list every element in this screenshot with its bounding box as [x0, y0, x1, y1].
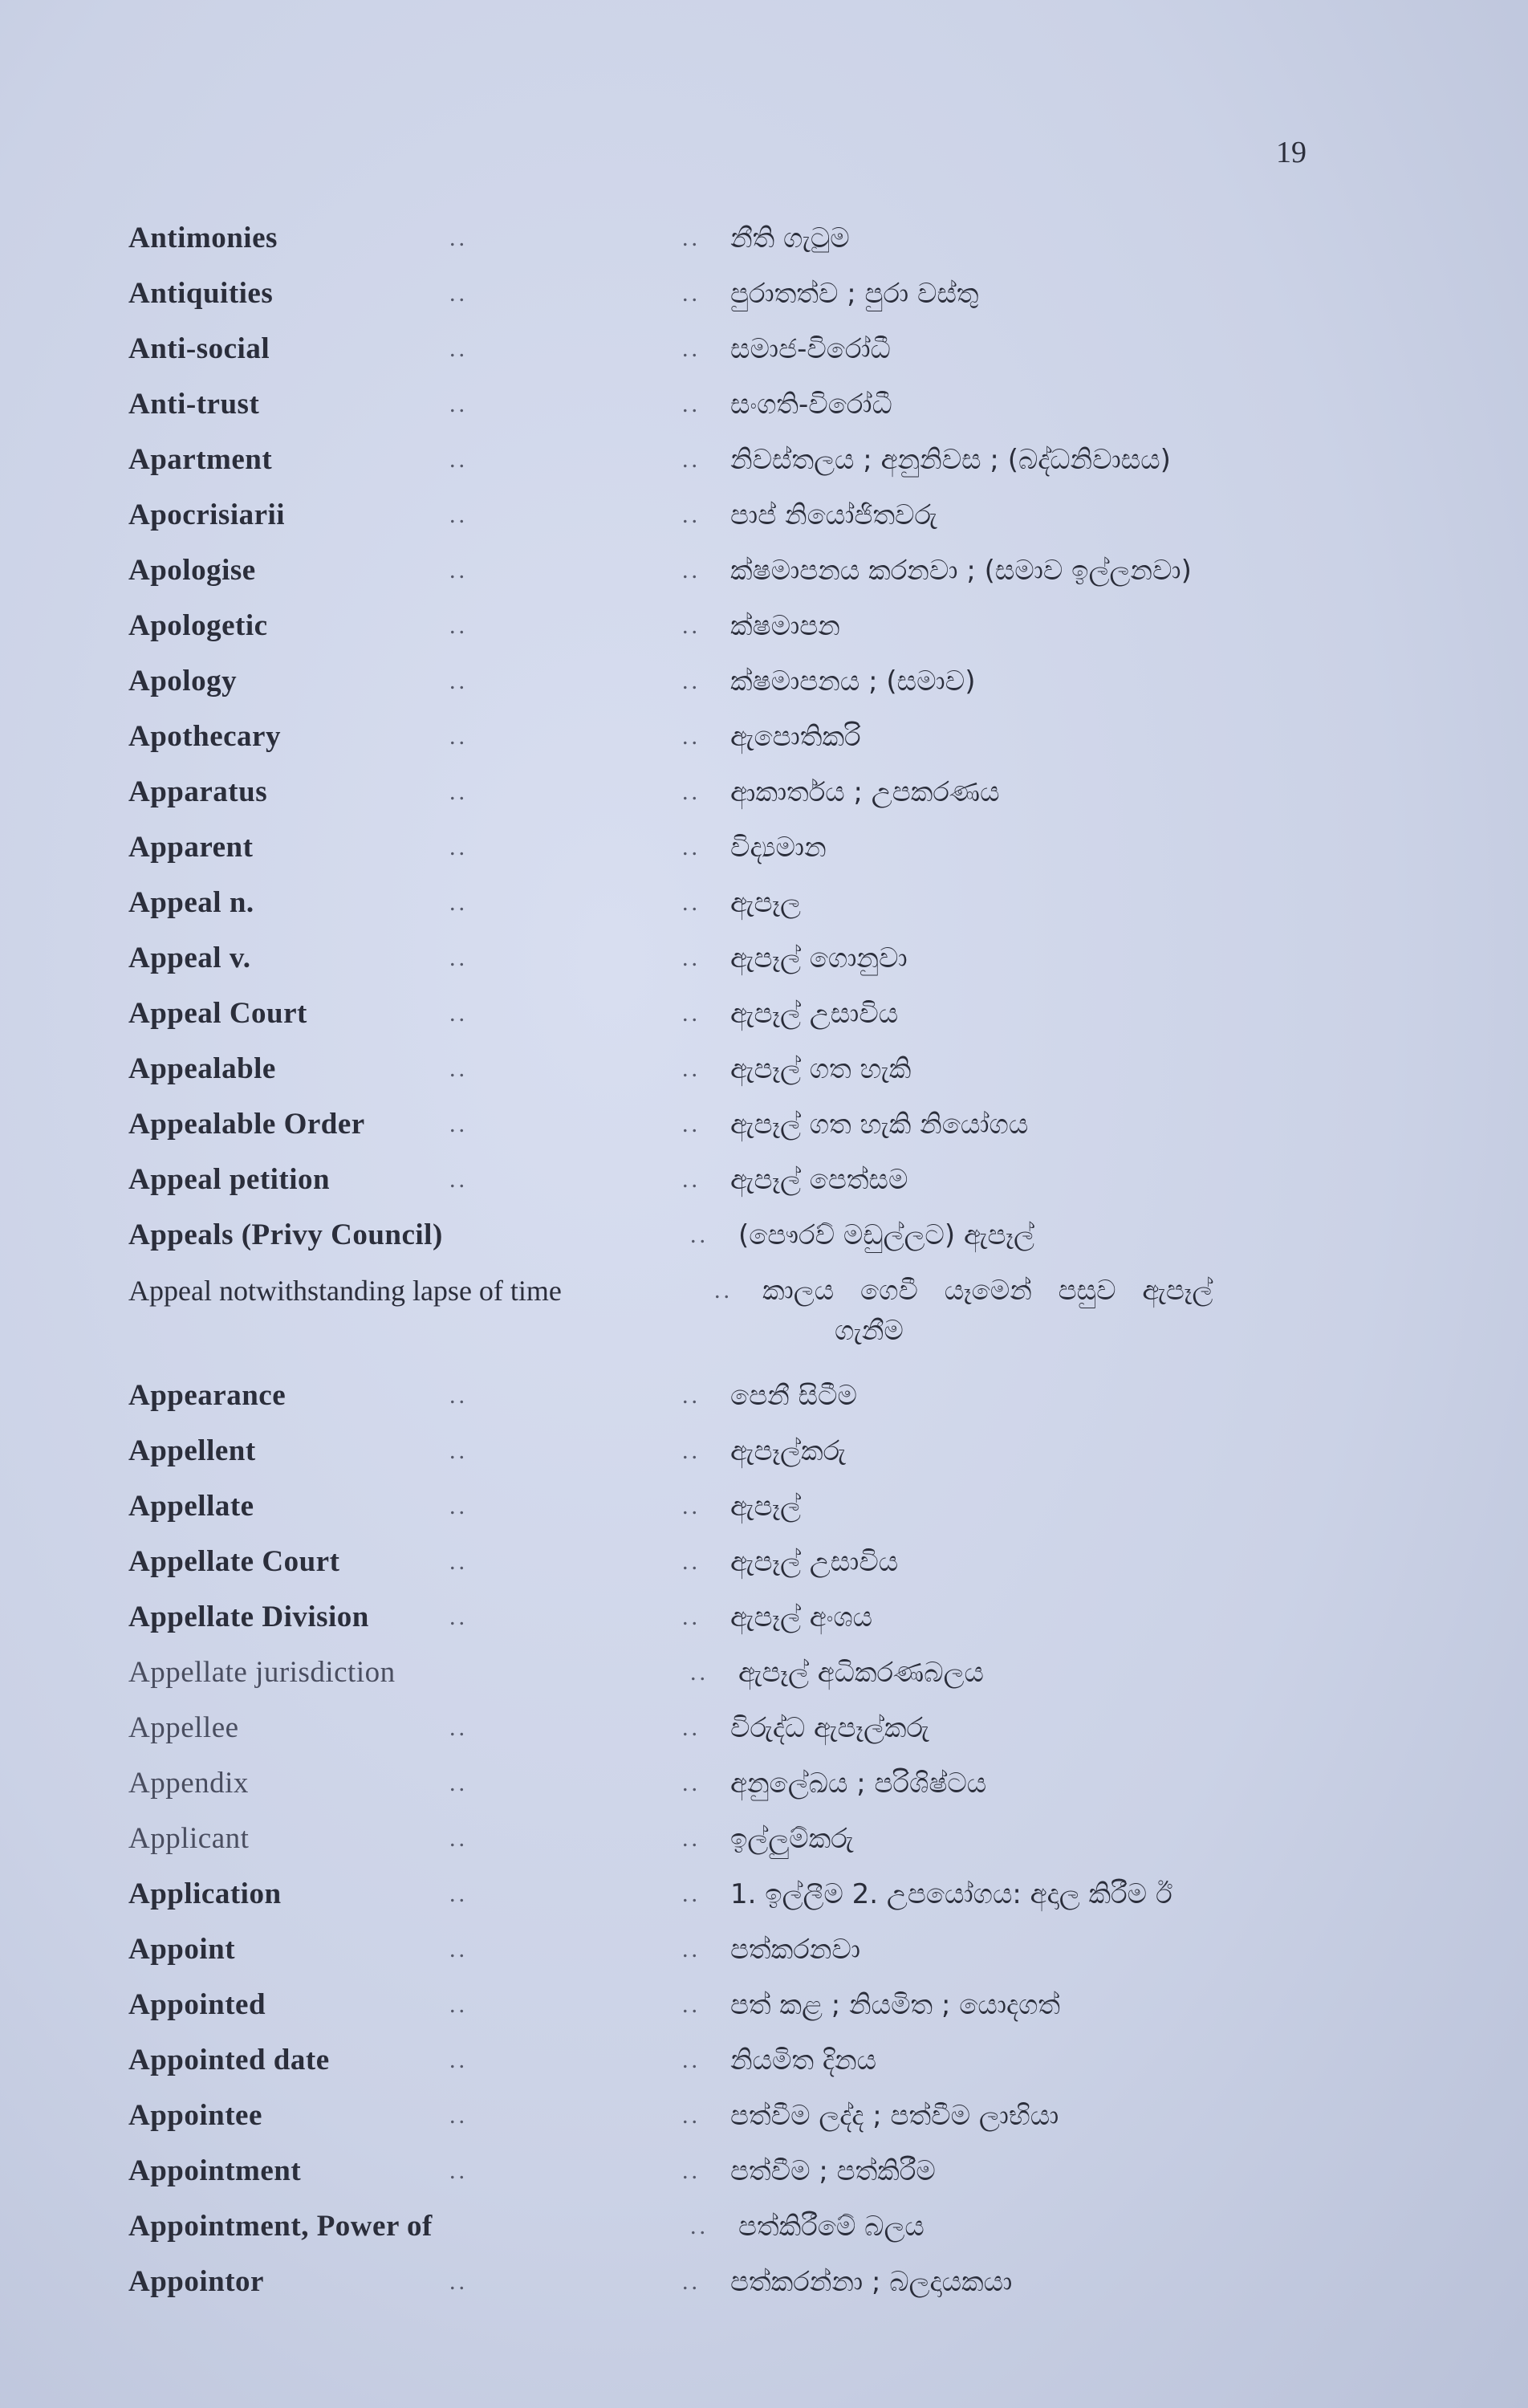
- entry-term: Appellate Division: [128, 1601, 369, 1633]
- entry-meaning-continuation: ගැනීම: [835, 1315, 904, 1347]
- leader-dots: ..: [449, 557, 468, 584]
- leader-dots: ..: [690, 1222, 709, 1248]
- leader-dots: ..: [682, 612, 701, 639]
- entry-meaning: ඇපෑල්කරු: [730, 1435, 846, 1467]
- leader-dots: ..: [449, 889, 468, 916]
- entry-meaning: ඇපෑල් උසාවිය: [730, 998, 899, 1030]
- glossary-entry: [128, 661, 1380, 717]
- leader-dots: ..: [682, 2047, 701, 2073]
- entry-meaning: ඇපෑල්: [730, 1491, 801, 1523]
- entry-meaning: පෙනී සිටීම: [730, 1380, 857, 1412]
- leader-dots: ..: [449, 1166, 468, 1193]
- leader-dots: ..: [682, 1493, 701, 1519]
- entry-meaning: පත්වීම ලද්ද ; පත්වීම ලාභියා: [730, 2100, 1059, 2132]
- entry-term: Appendix: [128, 1767, 249, 1800]
- entry-meaning: පත්කිරීමේ බලය: [738, 2211, 925, 2243]
- glossary-entry: [128, 2040, 1380, 2096]
- entry-meaning: ක්ෂමාපනය ; (සමාව): [730, 665, 976, 698]
- entry-term: Appointed date: [128, 2044, 330, 2076]
- leader-dots: ..: [682, 723, 701, 750]
- glossary-entry: [128, 384, 1380, 440]
- entry-term: Appointed: [128, 1988, 266, 2021]
- entry-meaning: [762, 1271, 1340, 1351]
- leader-dots: ..: [449, 1770, 468, 1796]
- leader-dots: ..: [682, 668, 701, 694]
- entry-term: Antimonies: [128, 222, 278, 254]
- leader-dots: ..: [682, 1825, 701, 1852]
- glossary-entries: [128, 218, 1380, 2317]
- leader-dots: ..: [682, 834, 701, 860]
- leader-dots: ..: [449, 1936, 468, 1963]
- entry-meaning: ක්ෂමාපනය කරනවා ; (සමාව ඉල්ලනවා): [730, 555, 1192, 587]
- leader-dots: ..: [449, 280, 468, 307]
- entry-meaning: නිවස්තලය ; අනුනිවස ; (බද්ධනිවාසය): [730, 444, 1171, 476]
- glossary-entry: [128, 606, 1380, 661]
- entry-term: Apartment: [128, 443, 273, 476]
- entry-term: Appellate Court: [128, 1545, 340, 1578]
- leader-dots: ..: [682, 1936, 701, 1963]
- entry-meaning: ඇපෑල් ගත හැකි: [730, 1053, 912, 1085]
- entry-term: Appellate jurisdiction: [128, 1656, 396, 1689]
- entry-term: Apothecary: [128, 720, 281, 753]
- entry-meaning: ඇපෑල් අධිකරණබලය: [738, 1657, 984, 1689]
- leader-dots: ..: [449, 1714, 468, 1741]
- leader-dots: ..: [690, 2213, 709, 2239]
- glossary-entry: [128, 1487, 1380, 1542]
- entry-meaning: ඇපෑල: [730, 887, 801, 919]
- entry-meaning: ඇපෑල් උසාවිය: [730, 1546, 899, 1578]
- entry-term: Appeal v.: [128, 942, 251, 974]
- leader-dots: ..: [449, 1991, 468, 2018]
- entry-term: Applicant: [128, 1822, 250, 1855]
- glossary-entry: [128, 717, 1380, 772]
- entry-term: Appellee: [128, 1711, 239, 1744]
- leader-dots: ..: [449, 779, 468, 805]
- leader-dots: ..: [449, 945, 468, 971]
- entry-meaning: ඇපෑල් ගොනුවා: [730, 942, 908, 974]
- entry-term: Anti-trust: [128, 388, 260, 421]
- leader-dots: ..: [682, 1770, 701, 1796]
- glossary-entry: [128, 2096, 1380, 2151]
- leader-dots: ..: [682, 1881, 701, 1907]
- glossary-entry: [128, 883, 1380, 938]
- glossary-entry: [128, 1215, 1380, 1271]
- leader-dots: ..: [449, 1438, 468, 1464]
- entry-meaning: විද්‍යමාන: [730, 832, 827, 864]
- glossary-entry: [128, 1376, 1380, 1431]
- glossary-entry: [128, 1271, 1380, 1376]
- leader-dots: ..: [682, 1056, 701, 1082]
- glossary-entry: [128, 1049, 1380, 1104]
- leader-dots: ..: [449, 1825, 468, 1852]
- entry-term: Appellate: [128, 1490, 254, 1523]
- entry-term: Apparent: [128, 831, 254, 864]
- entry-term: Appeal Court: [128, 997, 307, 1030]
- glossary-entry: [128, 1431, 1380, 1487]
- entry-meaning: නියමිත දිනය: [730, 2044, 877, 2076]
- glossary-entry: [128, 1542, 1380, 1597]
- leader-dots: ..: [682, 945, 701, 971]
- glossary-entry: [128, 1708, 1380, 1763]
- entry-term: Appointment: [128, 2154, 302, 2187]
- entry-term: Apparatus: [128, 775, 268, 808]
- leader-dots: ..: [449, 834, 468, 860]
- leader-dots: ..: [449, 225, 468, 251]
- leader-dots: ..: [682, 1111, 701, 1137]
- leader-dots: ..: [449, 1111, 468, 1137]
- entry-term: Apologise: [128, 554, 256, 587]
- glossary-entry: [128, 1160, 1380, 1215]
- entry-term: Appoint: [128, 1933, 236, 1966]
- entry-term: Appearance: [128, 1379, 286, 1412]
- glossary-entry: [128, 772, 1380, 828]
- leader-dots: ..: [449, 1000, 468, 1027]
- glossary-entry: [128, 1653, 1380, 1708]
- entry-meaning: නීති ගැටුම: [730, 222, 850, 254]
- leader-dots: ..: [682, 446, 701, 473]
- glossary-entry: [128, 828, 1380, 883]
- leader-dots: ..: [682, 1166, 701, 1193]
- leader-dots: ..: [682, 2268, 701, 2295]
- leader-dots: ..: [449, 612, 468, 639]
- entry-term: Appeal n.: [128, 886, 254, 919]
- leader-dots: ..: [682, 1438, 701, 1464]
- entry-meaning: ආකාර්තය ; උපකරණය: [730, 776, 1000, 808]
- glossary-entry: [128, 440, 1380, 495]
- glossary-entry: [128, 1874, 1380, 1930]
- leader-dots: ..: [449, 446, 468, 473]
- leader-dots: ..: [449, 391, 468, 417]
- leader-dots: ..: [449, 723, 468, 750]
- leader-dots: ..: [449, 1548, 468, 1575]
- entry-term: Appealable Order: [128, 1108, 365, 1141]
- entry-meaning: පත්කරනවා: [730, 1934, 861, 1966]
- entry-meaning: පත් කළ ; නියමිත ; යොදගත්: [730, 1989, 1061, 2021]
- leader-dots: ..: [682, 1714, 701, 1741]
- entry-meaning: ඇපෑල් පෙත්සම: [730, 1164, 908, 1196]
- entry-meaning: අනුලේඛය ; පරිශිෂ්ටය: [730, 1767, 987, 1800]
- entry-term: Apocrisiarii: [128, 498, 286, 531]
- entry-meaning: පත්වීම ; පත්කිරීම: [730, 2155, 936, 2187]
- entry-term: Appointor: [128, 2265, 264, 2298]
- page-number: 19: [1276, 136, 1307, 169]
- leader-dots: ..: [449, 2102, 468, 2129]
- entry-meaning: සමාජ-විරෝධී: [730, 333, 891, 365]
- leader-dots: ..: [682, 1604, 701, 1630]
- leader-dots: ..: [682, 336, 701, 362]
- entry-term: Appeals (Privy Council): [128, 1218, 443, 1251]
- entry-term: Appointment, Power of: [128, 2210, 433, 2243]
- leader-dots: ..: [714, 1277, 733, 1304]
- entry-term: Appellent: [128, 1434, 256, 1467]
- entry-meaning-line: කාලය ගෙවී යෑමෙන් පසුව ඇපෑල්: [762, 1275, 1213, 1307]
- entry-meaning: ඇපෑල් අංශය: [730, 1601, 873, 1633]
- leader-dots: ..: [449, 336, 468, 362]
- leader-dots: ..: [682, 225, 701, 251]
- leader-dots: ..: [449, 1881, 468, 1907]
- glossary-entry: [128, 1763, 1380, 1819]
- entry-meaning: සංගති-විරෝධී: [730, 388, 892, 421]
- entry-term: Anti-social: [128, 332, 270, 365]
- leader-dots: ..: [449, 1382, 468, 1409]
- entry-meaning: පුරාතත්ව ; පුරා වස්තු: [730, 278, 979, 310]
- entry-term: Apology: [128, 665, 238, 698]
- entry-meaning: ක්ෂමාපන: [730, 610, 840, 642]
- glossary-entry: [128, 495, 1380, 551]
- entry-term: Appeal petition: [128, 1163, 331, 1196]
- leader-dots: ..: [449, 2268, 468, 2295]
- leader-dots: ..: [449, 1056, 468, 1082]
- entry-term: Appointee: [128, 2099, 262, 2132]
- leader-dots: ..: [449, 502, 468, 528]
- entry-meaning: විරුද්ධ ඇපෑල්කරු: [730, 1712, 929, 1744]
- entry-meaning: පාප් නියෝජිතවරු: [730, 499, 937, 531]
- glossary-entry: [128, 329, 1380, 384]
- leader-dots: ..: [682, 1382, 701, 1409]
- glossary-entry: [128, 1985, 1380, 2040]
- entry-term: Antiquities: [128, 277, 274, 310]
- leader-dots: ..: [682, 1548, 701, 1575]
- glossary-entry: [128, 994, 1380, 1049]
- entry-term: Application: [128, 1877, 282, 1910]
- leader-dots: ..: [449, 2047, 468, 2073]
- entry-meaning: පත්කරන්නා ; බලදායකයා: [730, 2266, 1013, 2298]
- leader-dots: ..: [682, 1991, 701, 2018]
- entry-term: Appeal notwithstanding lapse of time: [128, 1275, 562, 1307]
- glossary-entry: [128, 1597, 1380, 1653]
- leader-dots: ..: [682, 502, 701, 528]
- leader-dots: ..: [682, 280, 701, 307]
- leader-dots: ..: [682, 2158, 701, 2184]
- leader-dots: ..: [682, 391, 701, 417]
- entry-meaning: 1. ඉල්ලීම 2. උපයෝගය: අදාල කිරීම ඊ: [730, 1878, 1172, 1910]
- leader-dots: ..: [682, 2102, 701, 2129]
- leader-dots: ..: [449, 2158, 468, 2184]
- entry-term: Appealable: [128, 1052, 276, 1085]
- leader-dots: ..: [690, 1659, 709, 1686]
- glossary-entry: [128, 2207, 1380, 2262]
- glossary-entry: [128, 218, 1380, 274]
- entry-meaning: (පෞරව් මඩුල්ලට) ඇපෑල්: [738, 1219, 1034, 1251]
- glossary-entry: [128, 1104, 1380, 1160]
- leader-dots: ..: [449, 1493, 468, 1519]
- glossary-entry: [128, 2151, 1380, 2207]
- entry-meaning: ඇපොතිකරි: [730, 721, 861, 753]
- glossary-entry: [128, 1819, 1380, 1874]
- glossary-entry: [128, 551, 1380, 606]
- leader-dots: ..: [449, 668, 468, 694]
- leader-dots: ..: [449, 1604, 468, 1630]
- leader-dots: ..: [682, 557, 701, 584]
- leader-dots: ..: [682, 1000, 701, 1027]
- leader-dots: ..: [682, 889, 701, 916]
- glossary-entry: [128, 1930, 1380, 1985]
- entry-meaning: ඉල්ලුම්කරු: [730, 1823, 854, 1855]
- glossary-entry: [128, 938, 1380, 994]
- entry-term: Apologetic: [128, 609, 268, 642]
- glossary-entry: [128, 2262, 1380, 2317]
- leader-dots: ..: [682, 779, 701, 805]
- entry-meaning: ඇපෑල් ගත හැකි නියෝගය: [730, 1108, 1029, 1141]
- glossary-entry: [128, 274, 1380, 329]
